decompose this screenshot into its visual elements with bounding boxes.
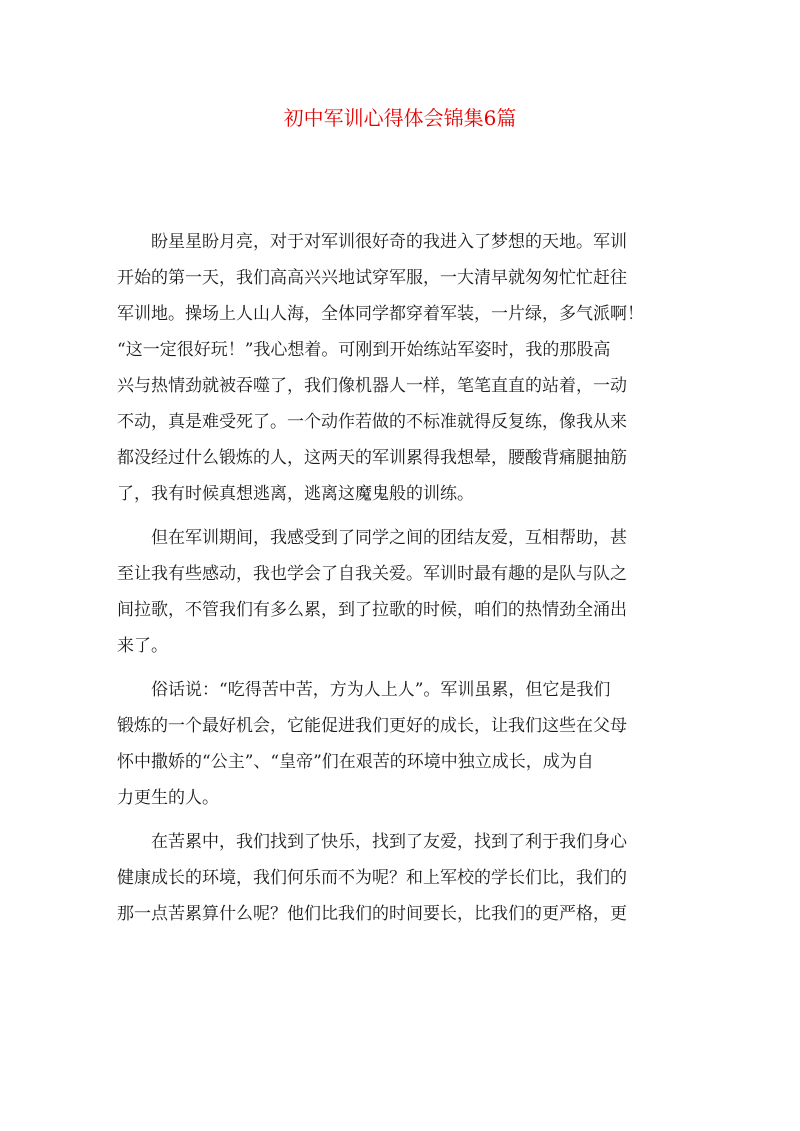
paragraph-line: 不动，真是难受死了。一个动作若做的不标准就得反复练，像我从来 [117,412,627,432]
paragraph-line: 了，我有时候真想逃离，逃离这魔鬼般的训练。 [117,484,474,504]
paragraph-1 [117,224,683,512]
paragraph-line: 来了。 [117,636,168,656]
paragraph-line: 开始的第一天，我们高高兴兴地试穿军服，一大清早就匆匆忙忙赶往 [117,268,627,288]
paragraph-line: 兴与热情劲就被吞噬了，我们像机器人一样，笔笔直直的站着，一动 [117,376,627,396]
paragraph-line: 在苦累中，我们找到了快乐，找到了友爱，找到了利于我们身心 [151,832,627,852]
paragraph-line: 俗话说：“吃得苦中苦，方为人上人”。军训虽累，但它是我们 [151,680,611,700]
paragraph-line: 都没经过什么锻炼的人，这两天的军训累得我想晕，腰酸背痛腿抽筋 [117,448,627,468]
paragraph-line: 军训地。操场上人山人海，全体同学都穿着军装，一片绿，多气派啊！ [117,304,644,324]
paragraph-line: 盼星星盼月亮，对于对军训很好奇的我进入了梦想的天地。军训 [151,232,627,252]
paragraph-line: “这一定很好玩！”我心想着。可刚到开始练站军姿时，我的那股高 [117,340,611,360]
paragraph-line: 锻炼的一个最好机会，它能促进我们更好的成长，让我们这些在父母 [117,716,627,736]
paragraph-line: 健康成长的环境，我们何乐而不为呢？和上军校的学长们比，我们的 [117,868,627,888]
paragraph-line: 至让我有些感动，我也学会了自我关爱。军训时最有趣的是队与队之 [117,564,627,584]
paragraph-line: 那一点苦累算什么呢？他们比我们的时间要长，比我们的更严格，更 [117,904,627,924]
paragraph-2 [117,520,683,664]
paragraph-4 [117,824,683,932]
paragraph-line: 但在军训期间，我感受到了同学之间的团结友爱，互相帮助，甚 [151,528,627,548]
paragraph-line: 怀中撒娇的“公主”、“皇帝”们在艰苦的环境中独立成长，成为自 [117,752,594,772]
paragraph-line: 力更生的人。 [117,788,219,808]
paragraph-3 [117,672,683,816]
document-title: 初中军训心得体会锦集6篇 [283,106,517,130]
paragraph-line: 间拉歌，不管我们有多么累，到了拉歌的时候，咱们的热情劲全涌出 [117,600,627,620]
document-body [117,224,683,932]
